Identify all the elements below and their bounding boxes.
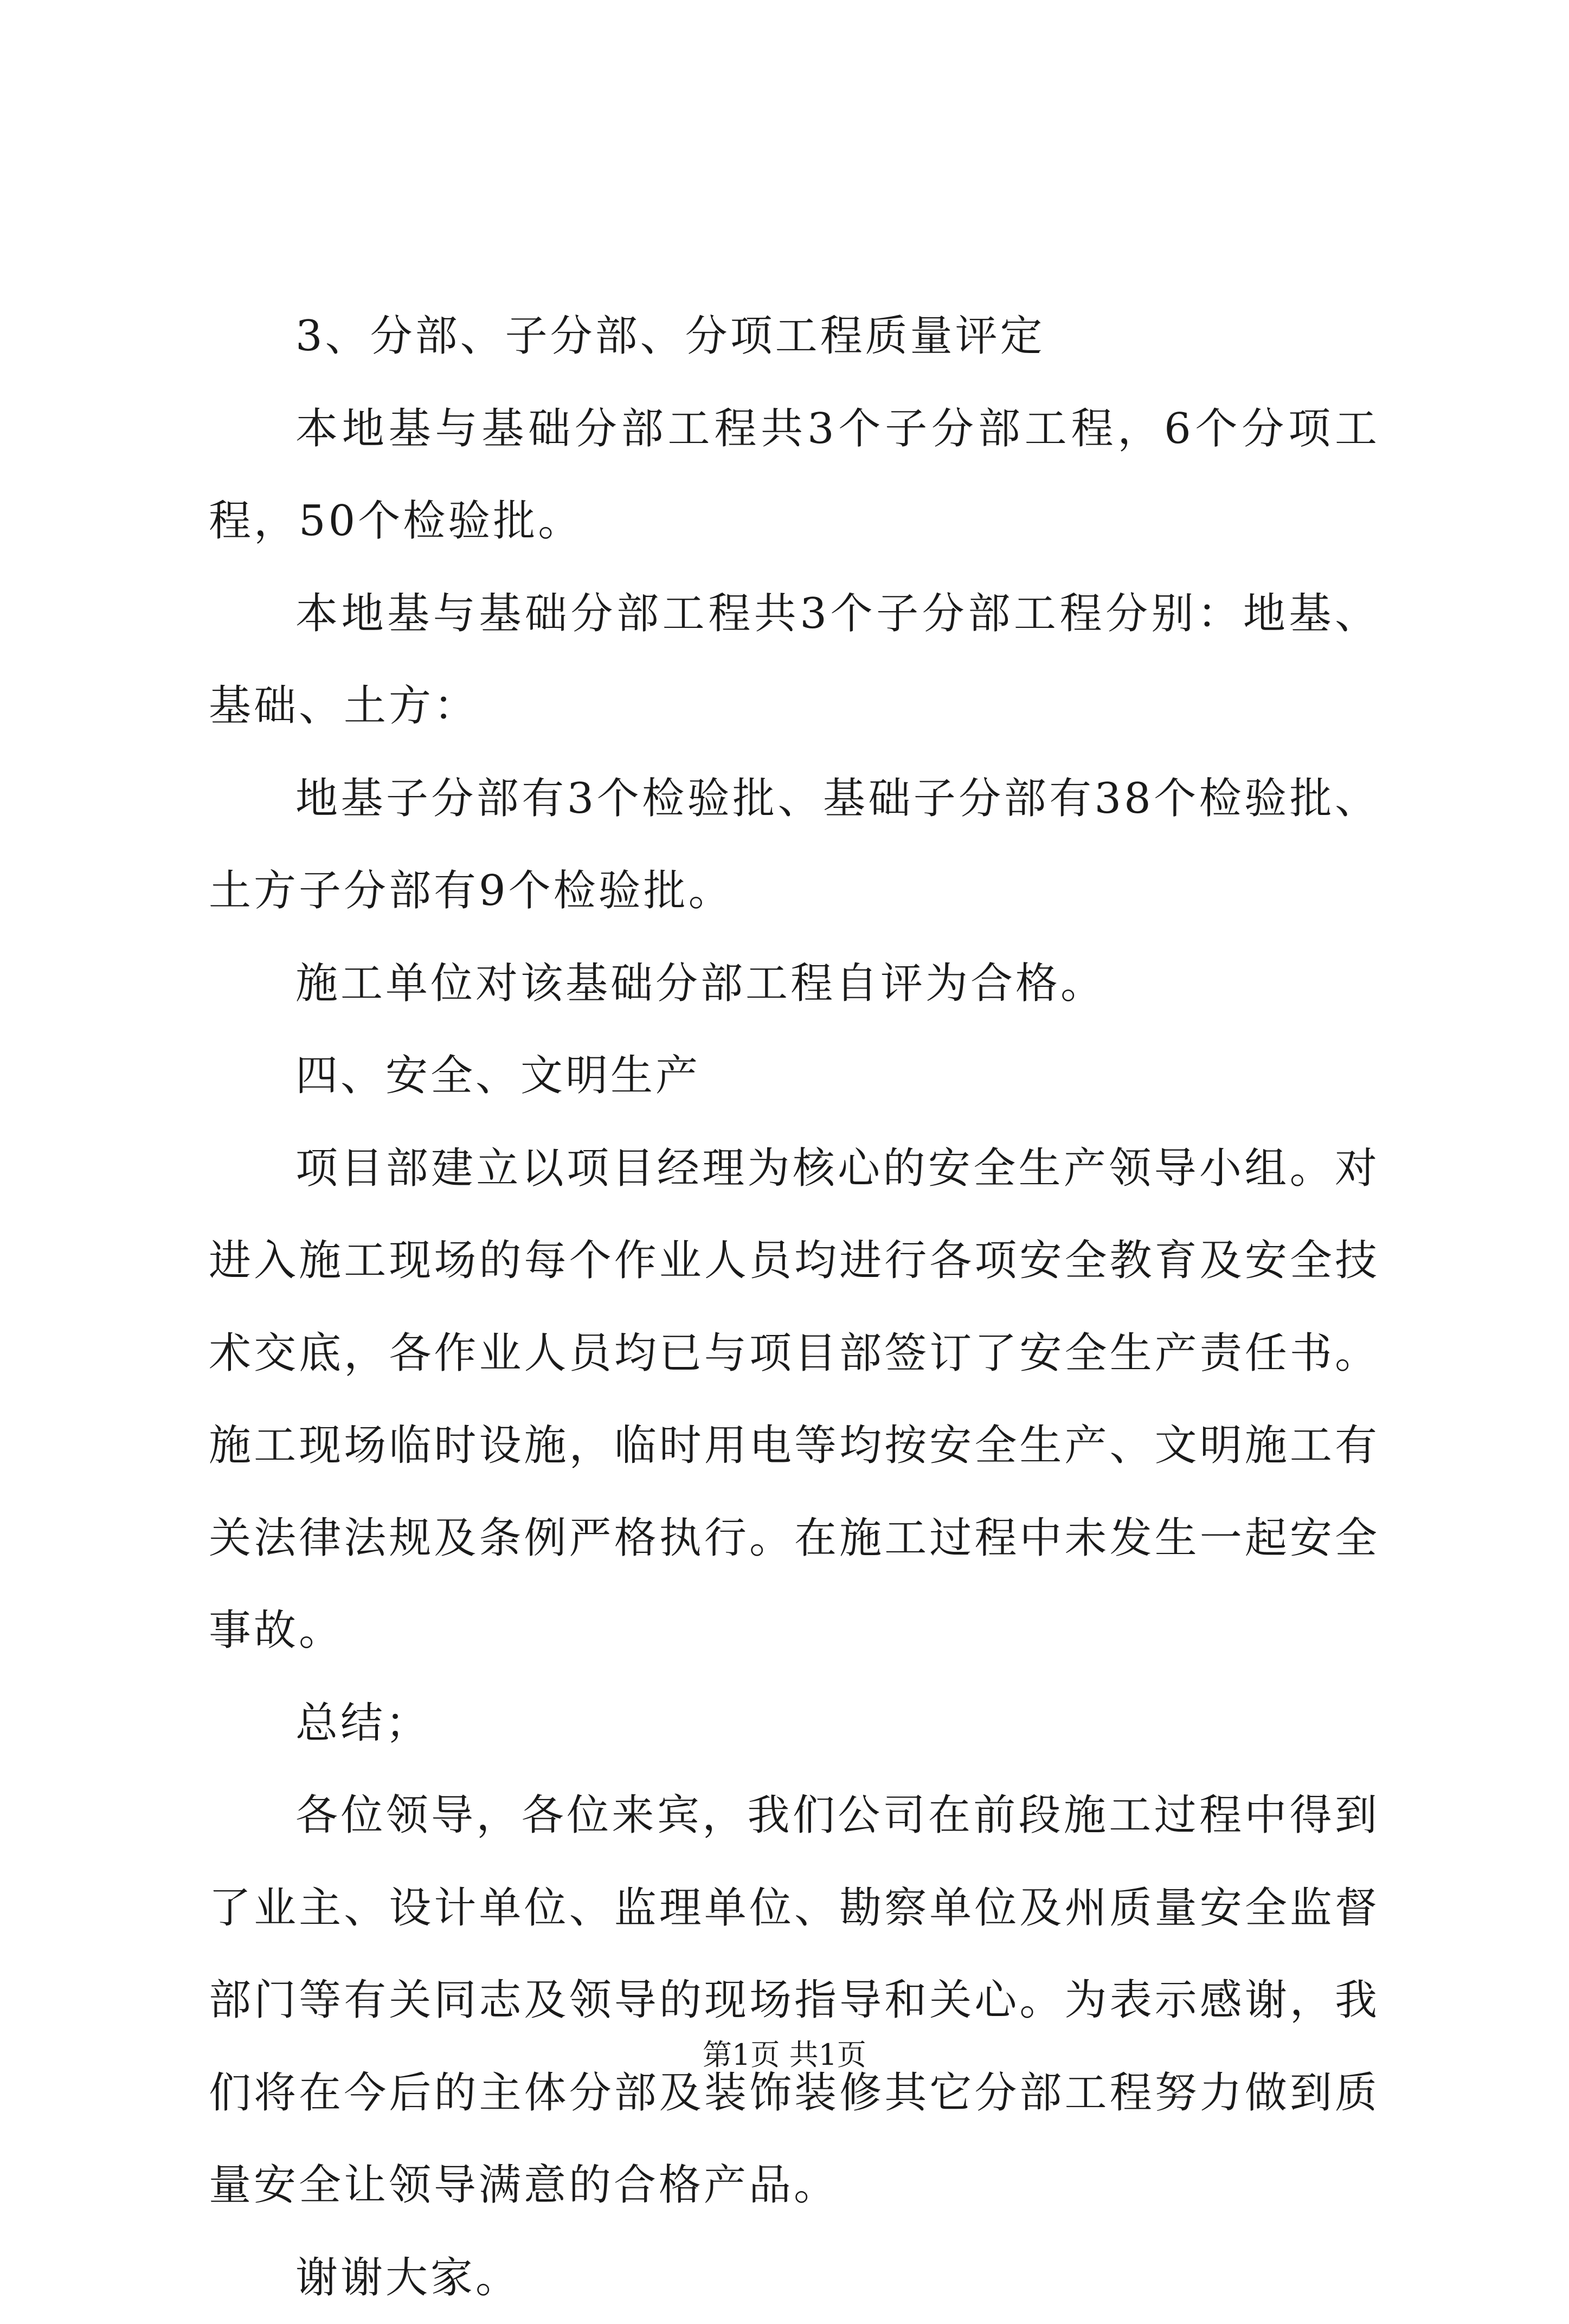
section-heading-quality-evaluation: 3、分部、子分部、分项工程质量评定 (209, 290, 1380, 383)
section-heading-safety: 四、安全、文明生产 (209, 1030, 1380, 1122)
document-body (209, 290, 1380, 2324)
paragraph-inspection-lots: 地基子分部有3个检验批、基础子分部有38个检验批、土方子分部有9个检验批。 (209, 753, 1380, 938)
paragraph-sub-project-list: 本地基与基础分部工程共3个子分部工程分别：地基、基础、土方： (209, 568, 1380, 753)
paragraph-sub-project-count: 本地基与基础分部工程共3个子分部工程，6个分项工程，50个检验批。 (209, 383, 1380, 568)
paragraph-summary-thanks: 各位领导，各位来宾，我们公司在前段施工过程中得到了业主、设计单位、监理单位、勘察单位及州质量安全监督部门等有关同志及领导的现场指导和关心。为表示感谢，我们将在今后的主体分部及装饰装修其它分部工程努力做到质量安全让领导满意的合格产品。 (209, 1769, 1380, 2232)
paragraph-closing: 谢谢大家。 (209, 2232, 1380, 2324)
section-heading-summary: 总结； (209, 1677, 1380, 1770)
paragraph-self-evaluation: 施工单位对该基础分部工程自评为合格。 (209, 938, 1380, 1030)
paragraph-safety-details: 项目部建立以项目经理为核心的安全生产领导小组。对进入施工现场的每个作业人员均进行各项安全教育及安全技术交底，各作业人员均已与项目部签订了安全生产责任书。施工现场临时设施，临时用电等均按安全生产、文明施工有关法律法规及条例严格执行。在施工过程中未发生一起安全事故。 (209, 1122, 1380, 1677)
page-footer: 第1页 共1页 (0, 2036, 1569, 2074)
